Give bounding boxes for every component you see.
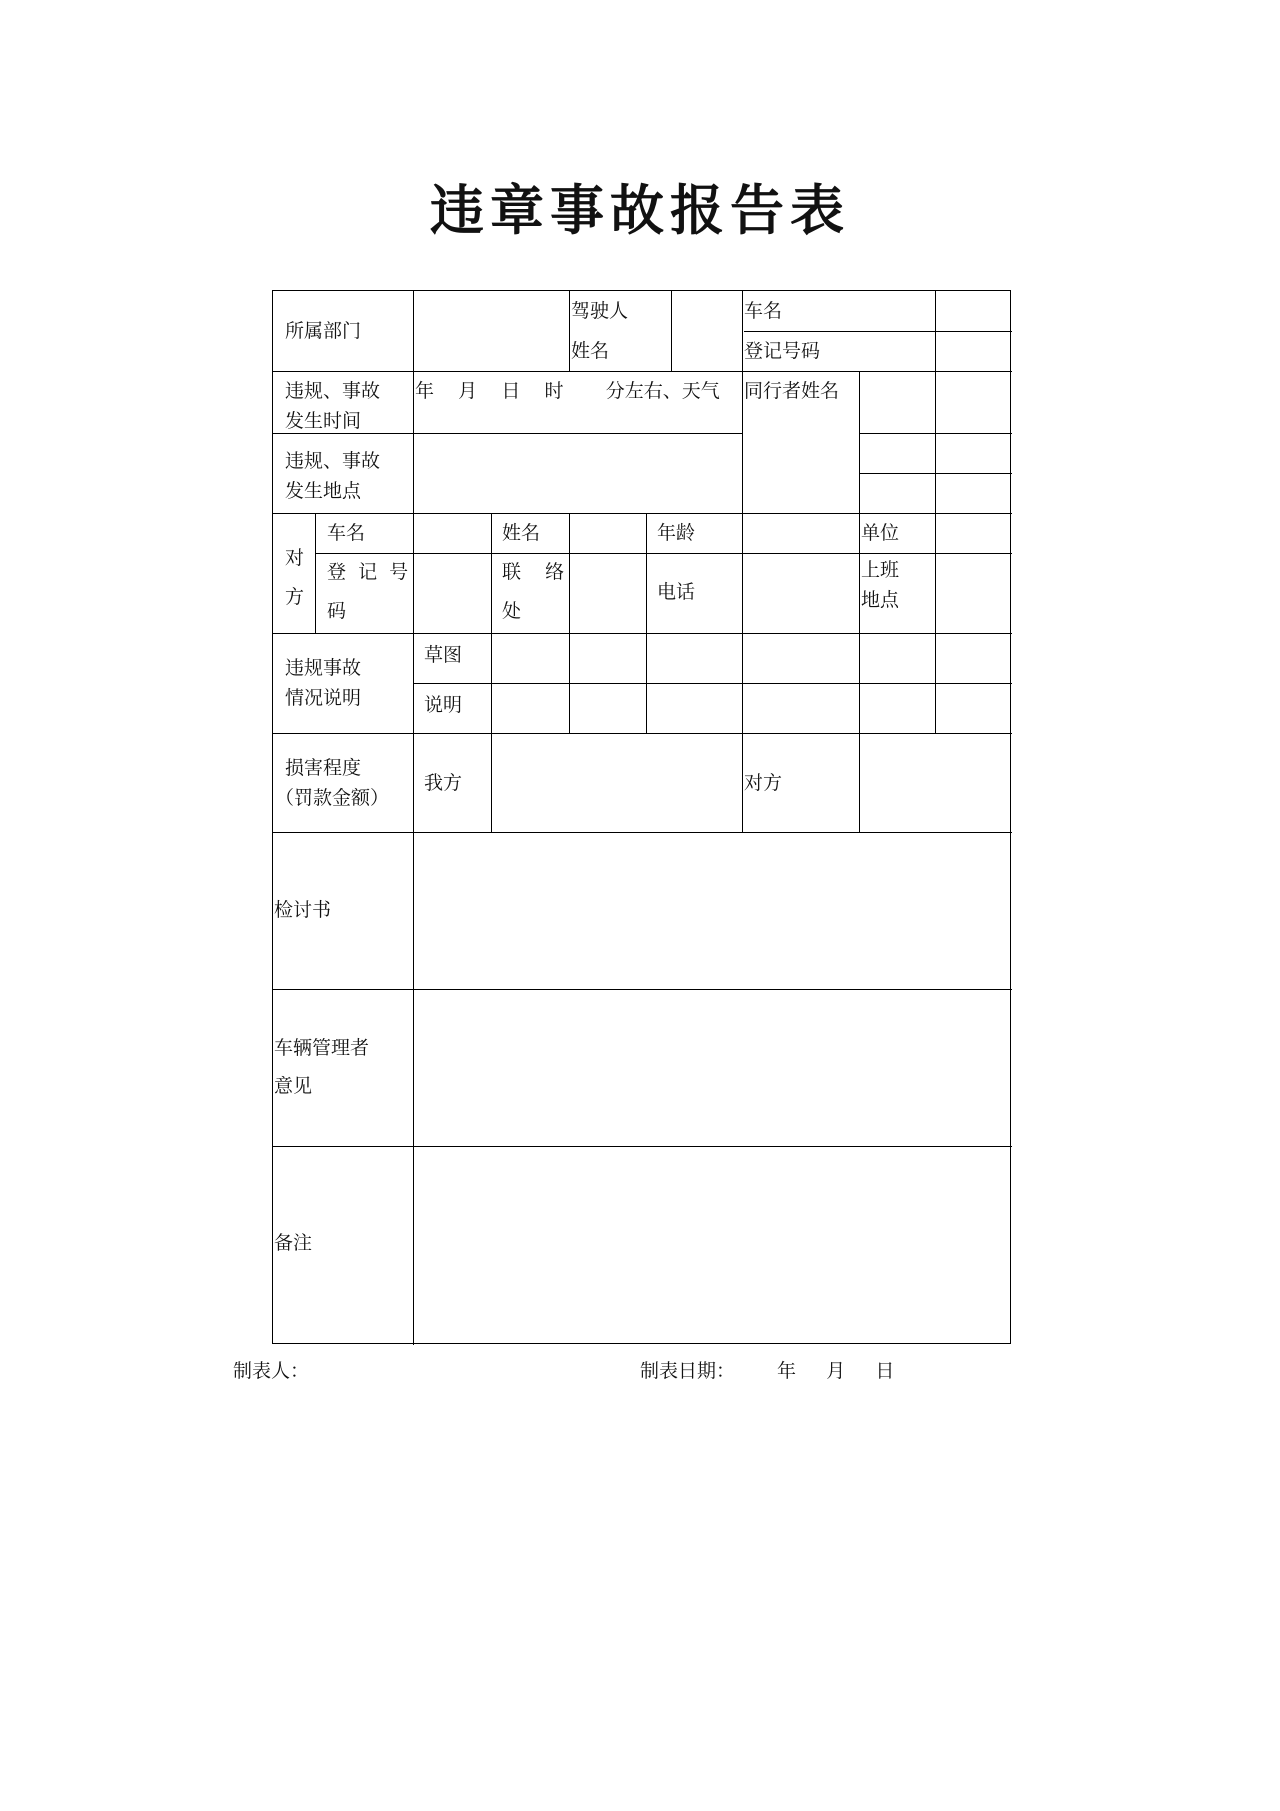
grid-line — [646, 513, 647, 733]
grid-line — [273, 832, 1012, 833]
grid-line — [273, 513, 1012, 514]
grid-line — [273, 633, 1012, 634]
grid-line — [569, 291, 570, 371]
grid-line — [742, 291, 743, 371]
explanation-label: 说明 — [424, 694, 463, 716]
grid-line — [671, 291, 672, 371]
our-side-label: 我方 — [424, 772, 463, 794]
grid-line — [413, 683, 1012, 684]
other-unit-label: 单位 — [861, 522, 900, 544]
other-contact-label-line1: 联 络 — [502, 561, 565, 583]
companions-label: 同行者姓名 — [744, 380, 840, 402]
grid-line — [742, 371, 743, 833]
grid-line — [935, 371, 936, 733]
car-name-label: 车名 — [744, 300, 783, 322]
grid-line — [273, 989, 1012, 990]
grid-line — [273, 1146, 1012, 1147]
manager-opinion-label-line1: 车辆管理者 — [274, 1037, 370, 1059]
damage-degree-label-line2: （罚款金额） — [275, 787, 390, 809]
situation-description-label-line1: 违规事故 — [285, 657, 362, 679]
page-title: 违章事故报告表 — [430, 178, 850, 242]
occurrence-place-label-line2: 发生地点 — [285, 480, 362, 502]
form-date-value: 年 月 日 — [777, 1360, 895, 1382]
other-party-label-line1: 对 — [285, 547, 305, 569]
other-registration-label-line1: 登 记 号 — [327, 561, 409, 583]
sketch-label: 草图 — [424, 644, 463, 666]
grid-line — [413, 291, 414, 1345]
damage-degree-label-line1: 损害程度 — [285, 757, 362, 779]
grid-line — [569, 513, 570, 733]
other-workplace-label-line2: 地点 — [861, 589, 900, 611]
grid-line — [315, 513, 316, 633]
other-name-label: 姓名 — [502, 522, 541, 544]
their-side-label: 对方 — [744, 772, 783, 794]
form-date-label: 制表日期： — [640, 1360, 736, 1382]
driver-name-label-line2: 姓名 — [571, 340, 610, 362]
grid-line — [315, 553, 1012, 554]
form-maker-label: 制表人： — [233, 1360, 310, 1382]
situation-description-label-line2: 情况说明 — [285, 687, 362, 709]
grid-line — [859, 513, 860, 833]
remarks-label: 备注 — [274, 1232, 313, 1254]
grid-line — [273, 371, 1012, 372]
grid-line — [491, 513, 492, 833]
registration-number-label: 登记号码 — [744, 340, 821, 362]
other-age-label: 年龄 — [657, 522, 696, 544]
other-car-name-label: 车名 — [327, 522, 366, 544]
self-criticism-label: 检讨书 — [274, 899, 332, 921]
report-form-table — [272, 290, 1011, 1344]
grid-line — [744, 331, 1012, 332]
other-phone-label: 电话 — [657, 581, 696, 603]
other-party-label-line2: 方 — [285, 586, 305, 608]
driver-name-label-line1: 驾驶人 — [571, 300, 629, 322]
manager-opinion-label-line2: 意见 — [274, 1075, 313, 1097]
other-contact-label-line2: 处 — [502, 600, 522, 622]
occurrence-place-label-line1: 违规、事故 — [285, 450, 381, 472]
occurrence-time-value: 年 月 日 时 分左右、天气 — [415, 380, 720, 402]
grid-line — [273, 733, 1012, 734]
other-registration-label-line2: 码 — [327, 600, 347, 622]
grid-line — [859, 371, 860, 513]
occurrence-time-label-line1: 违规、事故 — [285, 380, 381, 402]
grid-line — [935, 291, 936, 371]
occurrence-time-label-line2: 发生时间 — [285, 410, 362, 432]
department-label: 所属部门 — [285, 320, 362, 342]
other-workplace-label-line1: 上班 — [861, 559, 900, 581]
